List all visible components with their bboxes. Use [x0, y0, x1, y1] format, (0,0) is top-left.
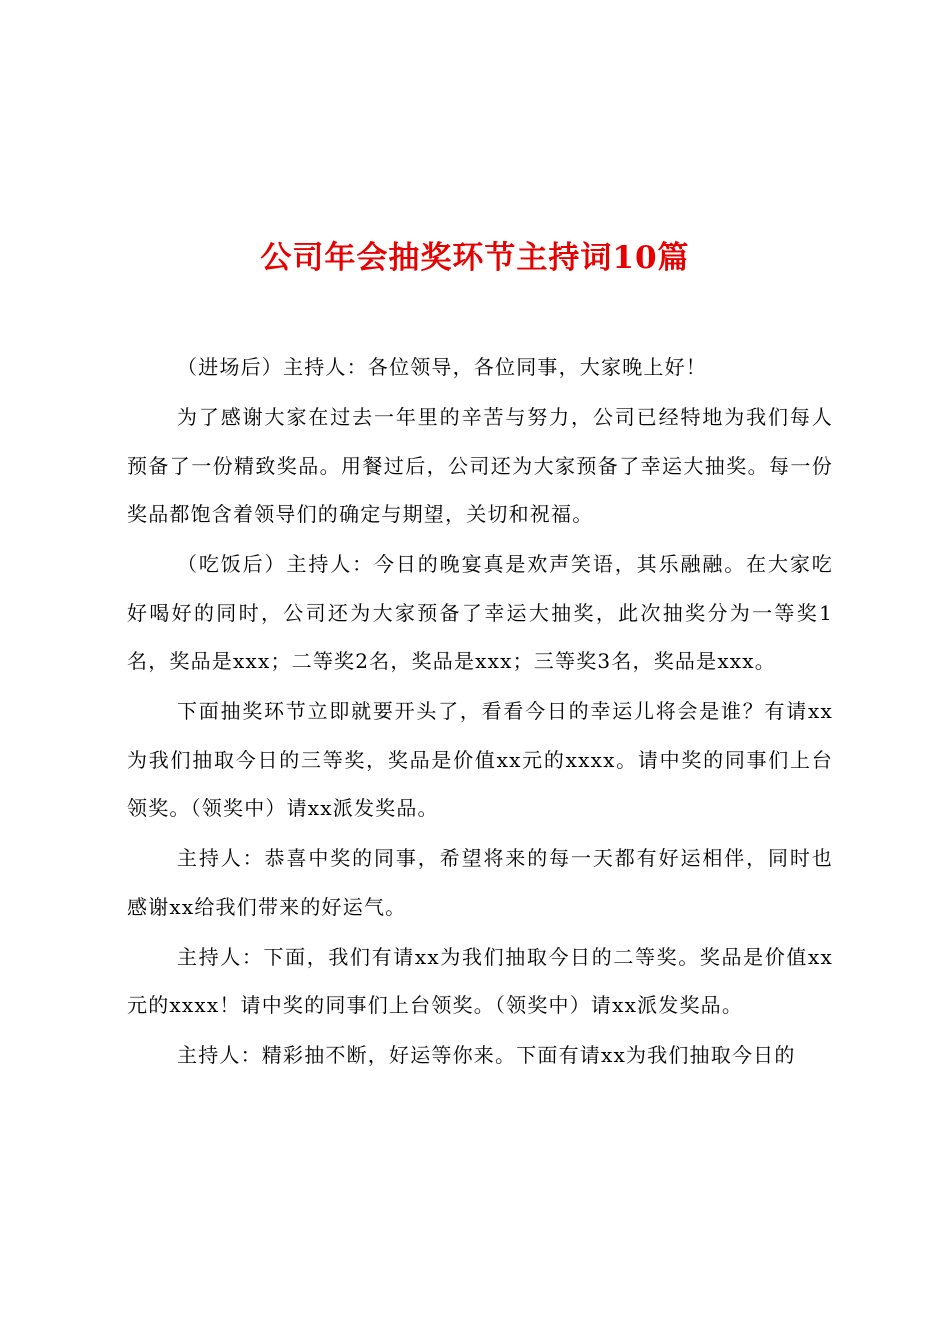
- paragraph-4: 下面抽奖环节立即就要开头了，看看今日的幸运儿将会是谁？有请xx为我们抽取今日的三等奖，奖品是价值xx元的xxxx。请中奖的同事们上台领奖。（领奖中）请xx派发奖品。: [127, 699, 833, 820]
- paragraph-7: 主持人：精彩抽不断，好运等你来。下面有请xx为我们抽取今日的: [177, 1043, 796, 1067]
- paragraph-5: 主持人：恭喜中奖的同事，希望将来的每一天都有好运相伴，同时也感谢xx给我们带来的好运气。: [127, 846, 833, 919]
- paragraph-1: （进场后）主持人：各位领导，各位同事，大家晚上好！: [177, 355, 707, 379]
- paragraph-3: （吃饭后）主持人：今日的晚宴真是欢声笑语，其乐融融。在大家吃好喝好的同时，公司还为大家预备了幸运大抽奖，此次抽奖分为一等奖1名，奖品是xxx；二等奖2名，奖品是xxx；三等奖3名，奖品是xxx。: [127, 552, 833, 673]
- paragraph-2: 为了感谢大家在过去一年里的辛苦与努力，公司已经特地为我们每人预备了一份精致奖品。用餐过后，公司还为大家预备了幸运大抽奖。每一份奖品都饱含着领导们的确定与期望，关切和祝福。: [127, 405, 833, 526]
- paragraph-6: 主持人：下面，我们有请xx为我们抽取今日的二等奖。奖品是价值xx元的xxxx！请中奖的同事们上台领奖。（领奖中）请xx派发奖品。: [127, 944, 833, 1017]
- document-title: 公司年会抽奖环节主持词10篇: [260, 239, 690, 276]
- document-body: [127, 343, 833, 1081]
